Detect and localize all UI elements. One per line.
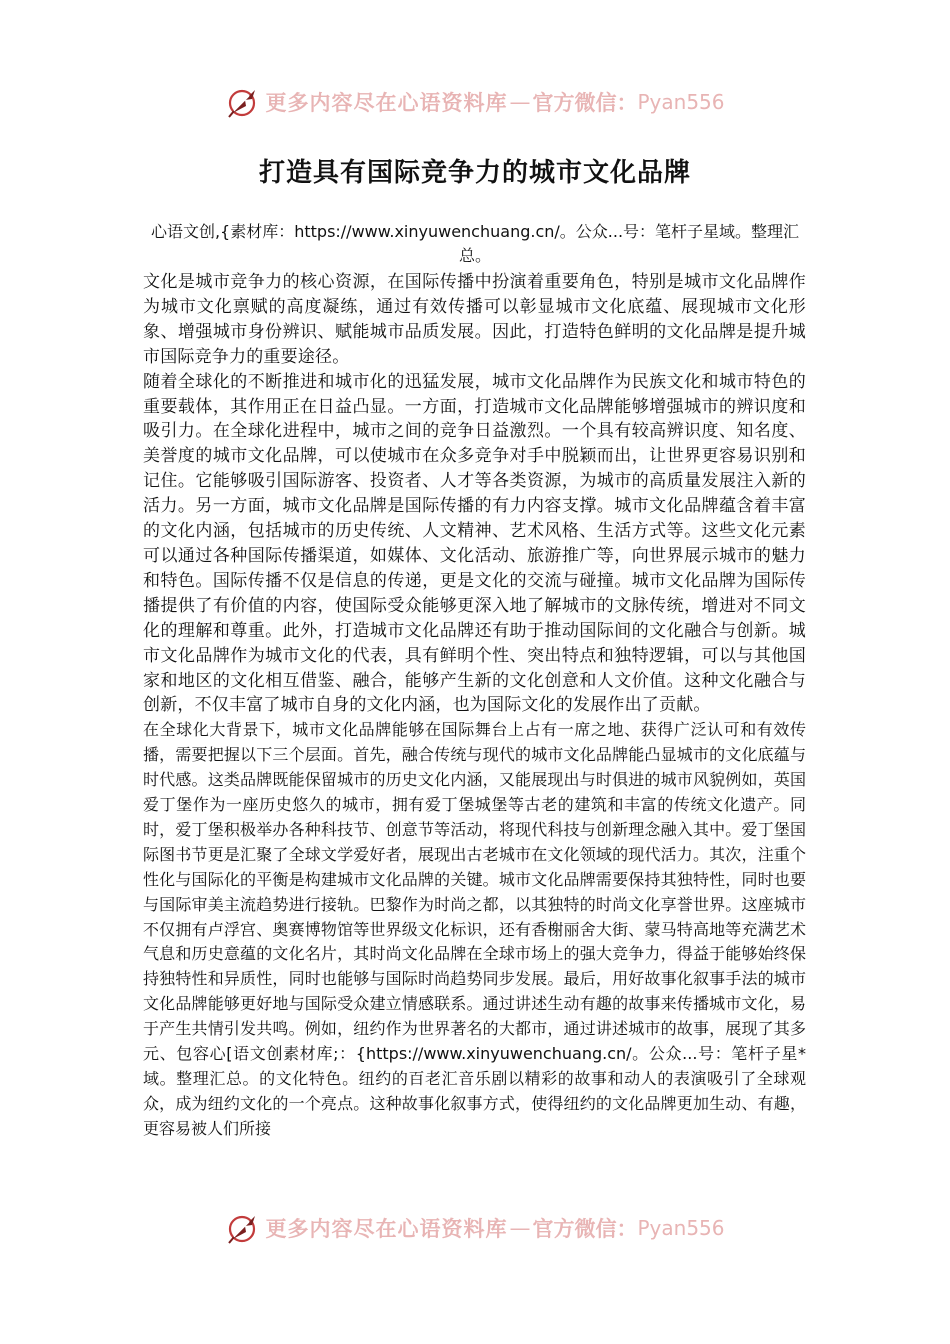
banner-wechat-label: 官方微信： — [532, 1216, 638, 1241]
banner-wechat-id: Pyan556 — [637, 1216, 725, 1240]
banner-text: 更多内容尽在心语资料库 — [265, 1216, 508, 1241]
banner-separator: — — [509, 90, 531, 114]
document-body — [143, 270, 806, 1142]
document-title: 打造具有国际竞争力的城市文化品牌 — [258, 158, 691, 188]
source-note: 心语文创,{素材库：https://www.xinyuwenchuang.cn/。公众...号：笔杆子星域。整理汇总。 — [150, 222, 800, 265]
quill-logo-icon — [225, 84, 261, 120]
banner-separator: — — [509, 1216, 531, 1240]
watermark-banner-top — [0, 82, 950, 122]
quill-logo-icon — [225, 1210, 261, 1246]
banner-text: 更多内容尽在心语资料库 — [265, 90, 508, 115]
banner-wechat-label: 官方微信： — [532, 90, 638, 115]
paragraph-strategies: 在全球化大背景下，城市文化品牌能够在国际舞台上占有一席之地、获得广泛认可和有效传播，需要把握以下三个层面。首先，融合传统与现代的城市文化品牌能凸显城市的文化底蕴与时代感。这类品牌既能保留城市的历史文化内涵，又能展现出与时俱进的城市风貌例如，英国爱丁堡作为一座历史悠久的城市，拥有爱丁堡城堡等古老的建筑和丰富的传统文化遗产。同时，爱丁堡积极举办各种科技节、创意节等活动，将现代科技与创新理念融入其中。爱丁堡国际图书节更是汇聚了全球文学爱好者，展现出古老城市在文化领域的现代活力。其次，注重个性化与国际化的平衡是构建城市文化品牌的关键。城市文化品牌需要保持其独特性，同时也要与国际审美主流趋势进行接轨。巴黎作为时尚之都，以其独特的时尚文化享誉世界。这座城市不仅拥有卢浮宫、奥赛博物馆等世界级文化标识，还有香榭丽舍大街、蒙马特高地等充满艺术气息和历史意蕴的文化名片，其时尚文化品牌在全球市场上的强大竞争力，得益于能够始终保持独特性和异质性，同时也能够与国际时尚趋势同步发展。最后，用好故事化叙事手法的城市文化品牌能够更好地与国际受众建立情感联系。通过讲述生动有趣的故事来传播城市文化，易于产生共情引发共鸣。例如，纽约作为世界著名的大都市，通过讲述城市的故事，展现了其多元、包容心[语文创素材库;：{https://www.xinyuwenchuang.cn/。公众...号：笔杆子星*域。整理汇总。的文化特色。纽约的百老汇音乐剧以精彩的故事和动人的表演吸引了全球观众，成为纽约文化的一个亮点。这种故事化叙事方式，使得纽约的文化品牌更加生动、有趣，更容易被人们所接 — [143, 720, 806, 1138]
watermark-banner-bottom — [0, 1208, 950, 1248]
paragraph-intro: 文化是城市竞争力的核心资源，在国际传播中扮演着重要角色，特别是城市文化品牌作为城市文化禀赋的高度凝练，通过有效传播可以彰显城市文化底蕴、展现城市文化形象、增强城市身份辨识、赋能城市品质发展。因此，打造特色鲜明的文化品牌是提升城市国际竞争力的重要途径。 — [143, 272, 806, 367]
banner-wechat-id: Pyan556 — [637, 90, 725, 114]
paragraph-significance: 随着全球化的不断推进和城市化的迅猛发展，城市文化品牌作为民族文化和城市特色的重要载体，其作用正在日益凸显。一方面，打造城市文化品牌能够增强城市的辨识度和吸引力。在全球化进程中，城市之间的竞争日益激烈。一个具有较高辨识度、知名度、美誉度的城市文化品牌，可以使城市在众多竞争对手中脱颖而出，让世界更容易识别和记住。它能够吸引国际游客、投资者、人才等各类资源，为城市的高质量发展注入新的活力。另一方面，城市文化品牌是国际传播的有力内容支撑。城市文化品牌蕴含着丰富的文化内涵，包括城市的历史传统、人文精神、艺术风格、生活方式等。这些文化元素可以通过各种国际传播渠道，如媒体、文化活动、旅游推广等，向世界展示城市的魅力和特色。国际传播不仅是信息的传递，更是文化的交流与碰撞。城市文化品牌为国际传播提供了有价值的内容，使国际受众能够更深入地了解城市的文脉传统，增进对不同文化的理解和尊重。此外，打造城市文化品牌还有助于推动国际间的文化融合与创新。城市文化品牌作为城市文化的代表，具有鲜明个性、突出特点和独特逻辑，可以与其他国家和地区的文化相互借鉴、融合，能够产生新的文化创意和人文价值。这种文化融合与创新，不仅丰富了城市自身的文化内涵，也为国际文化的发展作出了贡献。 — [143, 371, 806, 716]
